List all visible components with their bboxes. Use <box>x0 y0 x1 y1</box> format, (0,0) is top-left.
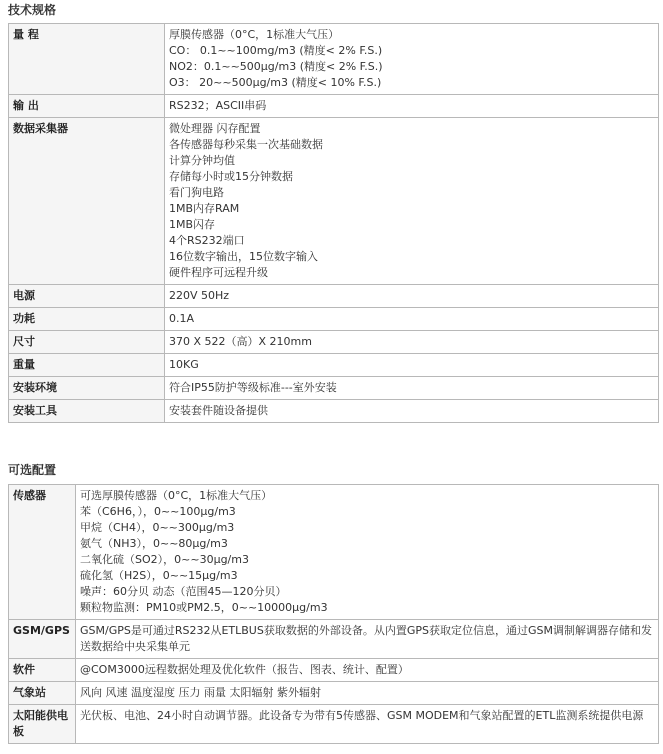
spec-value-weight: 10KG <box>165 354 659 377</box>
spec-value-environment: 符合IP55防护等级标准---室外安装 <box>165 377 659 400</box>
optional-value-solar: 光伏板、电池、24小时自动调节器。此设备专为带有5传感器、GSM MODEM和气象站配置的ETL监测系统提供电源 <box>76 705 659 744</box>
table-row <box>9 331 659 354</box>
optional-label-gsm: GSM/GPS <box>9 620 76 659</box>
spec-value-size: 370 X 522（高）X 210mm <box>165 331 659 354</box>
table-row <box>9 377 659 400</box>
spec-value-tools: 安装套件随设备提供 <box>165 400 659 423</box>
optional-table <box>8 484 659 744</box>
spec-value-consumption: 0.1A <box>165 308 659 331</box>
table-row <box>9 24 659 95</box>
spec-label-output: 输 出 <box>9 95 165 118</box>
table-row <box>9 118 659 285</box>
spec-label-tools: 安装工具 <box>9 400 165 423</box>
optional-section-title: 可选配置 <box>8 463 57 477</box>
table-row <box>9 308 659 331</box>
optional-value-gsm: GSM/GPS是可通过RS232从ETLBUS获取数据的外部设备。从内置GPS获取定位信息，通过GSM调制解调器存储和发送数据给中央采集单元 <box>76 620 659 659</box>
optional-label-sensor: 传感器 <box>9 485 76 620</box>
spec-label-power: 电源 <box>9 285 165 308</box>
optional-value-sensor: 可选厚膜传感器（0°C，1标准大气压） 苯（C6H6，），0~~100μg/m3 甲烷（CH4），0~~300μg/m3 氨气（NH3），0~~80μg/m3 二氧化硫（SO2），0~~30μg/m3 硫化氢（H2S），0~~15μg/m3 噪声：60分贝 动态（范围45—120分贝） 颗粒物监测：PM10或PM2.5，0~~10000μg/m3 <box>76 485 659 620</box>
table-row <box>9 400 659 423</box>
spec-label-size: 尺寸 <box>9 331 165 354</box>
spec-value-range: 厚膜传感器（0°C，1标准大气压） CO： 0.1~~100mg/m3 (精度< 2% F.S.) NO2：0.1~~500μg/m3 (精度< 2% F.S.) O3： 20~~500μg/m3 (精度< 10% F.S.) <box>165 24 659 95</box>
table-row <box>9 95 659 118</box>
table-row <box>9 705 659 744</box>
table-row <box>9 485 659 620</box>
table-row <box>9 354 659 377</box>
spec-label-consumption: 功耗 <box>9 308 165 331</box>
spec-value-datalogger: 微处理器 闪存配置 各传感器每秒采集一次基础数据 计算分钟均值 存储每小时或15分钟数据 看门狗电路 1MB内存RAM 1MB闪存 4个RS232端口 16位数字输出，15位数字输入 硬件程序可远程升级 <box>165 118 659 285</box>
spec-table <box>8 23 659 423</box>
spec-section-title: 技术规格 <box>8 3 57 17</box>
table-row <box>9 659 659 682</box>
spec-value-power: 220V 50Hz <box>165 285 659 308</box>
optional-label-software: 软件 <box>9 659 76 682</box>
spec-label-range: 量 程 <box>9 24 165 95</box>
table-row <box>9 682 659 705</box>
spec-label-environment: 安装环境 <box>9 377 165 400</box>
optional-value-weather: 风向 风速 温度湿度 压力 雨量 太阳辐射 紫外辐射 <box>76 682 659 705</box>
spec-value-output: RS232；ASCII串码 <box>165 95 659 118</box>
optional-label-solar: 太阳能供电板 <box>9 705 76 744</box>
optional-value-software: @COM3000远程数据处理及优化软件（报告、图表、统计、配置） <box>76 659 659 682</box>
spec-label-datalogger: 数据采集器 <box>9 118 165 285</box>
table-row <box>9 620 659 659</box>
optional-label-weather: 气象站 <box>9 682 76 705</box>
table-row <box>9 285 659 308</box>
spec-label-weight: 重量 <box>9 354 165 377</box>
